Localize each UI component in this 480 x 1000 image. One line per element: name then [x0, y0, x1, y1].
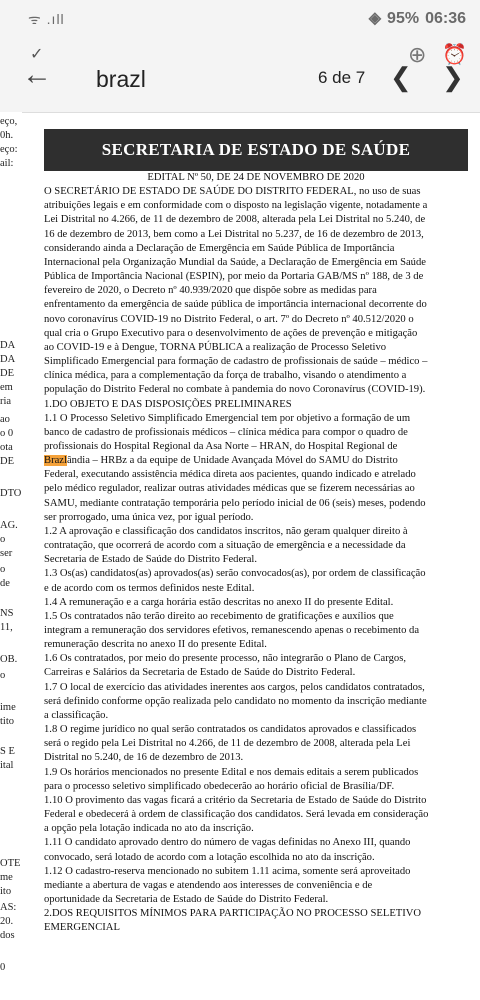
text-line: 1.2 A aprovação e classificação dos candidatos inscritos, não geram qualquer direito à	[44, 525, 408, 537]
fragment: 11,	[0, 622, 13, 633]
fragment: 20.	[0, 916, 14, 927]
battery-level: 95%	[387, 10, 420, 27]
fragment: dos	[0, 930, 15, 941]
text-line: EMERGENCIAL	[44, 922, 120, 934]
document-page	[30, 112, 472, 1000]
fragment: AG.	[0, 520, 18, 531]
item-1-7	[30, 681, 472, 723]
text-line: 1.1 O Processo Seletivo Simplificado Emergencial tem por objetivo a formação de um	[44, 412, 411, 424]
fragment: me	[0, 872, 13, 883]
text-line: ao COVID-19 e à Dengue, TORNA PÚBLICA a realização de Processo Seletivo	[44, 341, 387, 353]
text-line: Simplificado Emergencial para formação de cadastro de profissionais de saúde – médico –	[44, 356, 428, 368]
find-bar	[0, 38, 480, 113]
previous-page-edge	[0, 112, 22, 1000]
search-match-highlight[interactable]: Brazl	[44, 455, 67, 467]
fragment: 0	[0, 962, 6, 973]
text-line: integram a remuneração dos servidores efetivos, remanescendo apenas o recebimento da	[44, 625, 420, 636]
fragment: ital	[0, 760, 14, 771]
text-line: novo coronavírus COVID-19 no Distrito Federal, o art. 7º do Decreto nº 40.512/2020 o	[44, 313, 414, 325]
text-line: a opção pela lotação indicada no ato da inscrição.	[44, 823, 254, 835]
text-line: Internacional pela Organização Mundial da Saúde, a Declaração de Emergência em Saúde	[44, 256, 426, 268]
text-line: contratação, que ocorrerá de acordo com a situação de emergência e a necessidade da	[44, 540, 406, 552]
text-line: SAMU, mediante contratação temporária pelo período inicial de 06 (seis) meses, podendo	[44, 497, 426, 509]
text-line: 1.5 Os contratados não terão direito ao recebimento de gratificações e auxílios que	[44, 610, 394, 622]
text-line: 1.11 O candidato aprovado dentro do número de vagas definidas no Anexo III, quando	[44, 837, 411, 849]
signal-wifi-icon: ᯤ .ıll	[28, 11, 65, 27]
item-1-10	[30, 794, 472, 836]
clock: 06:36	[425, 10, 466, 27]
fragment: ria	[0, 396, 12, 407]
text-line: convocado, será lotado de acordo com a lotação escolhida no ato da inscrição.	[44, 851, 375, 863]
section-2-heading	[30, 907, 472, 935]
intro-paragraph	[30, 185, 472, 397]
text-fragment: ândia – HRBz a da equipe de Unidade Avançada Móvel do SAMU do Distrito	[66, 455, 398, 467]
fragment: DA	[0, 340, 16, 351]
item-1-1	[30, 412, 472, 525]
fragment: S E	[0, 746, 15, 757]
text-line: banco de cadastro de profissionais médicos – clínica médica para compor o quadro de	[44, 426, 408, 438]
item-1-11	[30, 836, 472, 864]
text-line: será o regido pela Lei Distrital no 4.266, de 11 de dezembro de 2008, alterada pela Lei	[44, 738, 411, 750]
fragment: eço:	[0, 144, 18, 155]
fragment: AS:	[0, 902, 17, 913]
text-line: Federal e obedecerá à ordem de classificação dos candidatos. Será levada em consideração	[44, 809, 429, 821]
text-line: 1.4 A remuneração e a carga horária estão descritas no anexo II do presente Edital.	[44, 596, 394, 608]
section-heading: 1.DO OBJETO E DAS DISPOSIÇÕES PRELIMINARES	[44, 398, 292, 410]
text-line: 1.12 O cadastro-reserva mencionado no subitem 1.11 acima, somente será aproveitado	[44, 865, 411, 877]
fragment: ser	[0, 548, 13, 559]
item-1-8	[30, 723, 472, 765]
fragment: ao	[0, 414, 10, 425]
text-line	[30, 454, 472, 468]
edital-title: EDITAL Nº 50, DE 24 DE NOVEMBRO DE 2020	[147, 172, 365, 183]
text-line: 1.7 O local de exercício das atividades inerentes aos cargos, pelos candidatos contratados,	[44, 681, 425, 693]
text-line: 1.10 O provimento das vagas ficará a critério da Secretaria de Estado de Saúde do Distrito	[44, 794, 427, 806]
item-1-3	[30, 567, 472, 595]
chevron-left-icon[interactable]: ❮	[390, 62, 412, 92]
text-line: oportunidade da Secretaria de Estado de Saúde do Distrito Federal.	[44, 893, 329, 905]
fragment: ota	[0, 442, 13, 453]
fragment: o	[0, 564, 6, 575]
fragment: OB.	[0, 654, 18, 665]
text-line: Secretaria de Estado de Saúde do Distrito Federal.	[44, 554, 257, 566]
text-line: será definido conforme opção realizada pelo candidato no momento da inscrição mediante	[44, 695, 427, 707]
item-1-9	[30, 766, 472, 794]
text-line: 1.9 Os horários mencionados no presente Edital e nos demais editais a serem publicados	[44, 766, 419, 778]
back-arrow-icon[interactable]: ←	[22, 58, 52, 91]
check-icon[interactable]: ✓	[30, 46, 44, 63]
fragment: ail:	[0, 158, 14, 169]
text-line: atribuições legais e em conformidade com o disposto na legislação vigente, notadamente a	[44, 200, 428, 212]
alarm-icon[interactable]: ⏰	[442, 44, 467, 66]
fragment: de	[0, 578, 10, 589]
fragment: 0h.	[0, 130, 14, 141]
text-line: profissionais do Hospital Regional da Asa Norte – HRAN, do Hospital Regional de	[44, 440, 398, 452]
fragment: em	[0, 382, 13, 393]
fragment: ito	[0, 886, 12, 897]
text-line: Distrital no 5.240, de 16 de dezembro de 2013.	[44, 752, 244, 764]
text-line: 1.8 O regime jurídico no qual serão contratados os candidatos aprovados e classificados	[44, 724, 417, 736]
item-1-2	[30, 525, 472, 567]
status-bar	[0, 0, 480, 38]
text-line: remuneração descrita no anexo II do presente Edital.	[44, 639, 267, 651]
fragment: DE	[0, 368, 14, 379]
text-line: 2.DOS REQUISITOS MÍNIMOS PARA PARTICIPAÇÃO NO PROCESSO SELETIVO	[44, 908, 422, 920]
text-line: O SECRETÁRIO DE ESTADO DE SAÚDE DO DISTRITO FEDERAL, no uso de suas	[44, 186, 421, 198]
fragment: o	[0, 534, 6, 545]
item-1-5	[30, 610, 472, 652]
fragment: OTE	[0, 858, 21, 869]
text-line: fevereiro de 2020, o Decreto nº 40.939/2020 que dispõe sobre as medidas para	[44, 285, 377, 297]
text-line: considerando ainda a Declaração de Emergência em Saúde Pública de Importância	[44, 242, 395, 254]
search-input[interactable]: brazl	[96, 66, 146, 92]
item-1-12	[30, 865, 472, 907]
fragment: eço,	[0, 116, 18, 127]
text-line: população do Distrito Federal no combate à pandemia do novo Coronavírus (COVID-19).	[44, 384, 426, 396]
fragment: DTO	[0, 488, 22, 499]
text-line: enfrentamento da emergência de saúde pública de importância internacional decorrente do	[44, 299, 427, 311]
text-line: 1.6 Os contratados, por meio do presente processo, não integrarão o Plano de Cargos,	[44, 653, 406, 665]
text-line: a classificação.	[44, 709, 109, 721]
chevron-right-icon[interactable]: ❯	[442, 62, 464, 92]
text-line: pelo médico regulador, realizar outras atividades médicas que se fizerem necessárias ao	[44, 483, 415, 495]
text-line: e de acordo com os termos definidos neste Edital.	[44, 582, 255, 594]
fragment: DA	[0, 354, 16, 365]
fragment: DE	[0, 456, 14, 467]
fragment: ime	[0, 702, 16, 713]
text-line: ser prorrogado, uma única vez, por igual período.	[44, 511, 254, 523]
fragment: o	[0, 670, 6, 681]
fragment: NS	[0, 608, 14, 619]
text-line: qual cria o Grupo Executivo para o desenvolvimento de ações de prevenção e mitigação	[44, 327, 418, 339]
text-line: 1.3 Os(as) candidatos(as) aprovados(as) serão convocados(as), por ordem de classificação	[44, 568, 426, 580]
text-line: clínica médica, para a complementação da força de trabalho, visando o atendimento a	[44, 370, 407, 382]
item-1-4	[30, 596, 472, 610]
text-line: 16 de dezembro de 2013, bem como a Lei Distrital no 5.237, de 16 de dezembro de 2013,	[44, 228, 424, 240]
text-line: Lei Distrital no 4.266, de 11 de dezembro de 2008, alterada pela Lei Distrital no 5.240, de	[44, 214, 426, 226]
text-line: para o processo seletivo simplificado obedecerão ao horário oficial de Brasília/DF.	[44, 780, 395, 792]
fragment: tito	[0, 716, 15, 727]
text-line: Carreiras e Salários da Secretaria de Estado de Saúde do Distrito Federal.	[44, 667, 356, 679]
match-count: 6 de 7	[318, 68, 366, 87]
text-line: mediante a abertura de vagas e atendendo aos interesses de conveniência e de	[44, 879, 373, 891]
item-1-6	[30, 652, 472, 680]
department-banner: SECRETARIA DE ESTADO DE SAÚDE	[44, 129, 468, 171]
text-line: Pública de Importância Nacional (ESPIN), por meio da Portaria GAB/MS nº 188, de 3 de	[44, 271, 424, 283]
battery-icon: ◈	[368, 10, 382, 27]
plus-circle-icon[interactable]: ⊕	[408, 42, 427, 67]
fragment: o 0	[0, 428, 14, 439]
status-right	[363, 8, 466, 28]
text-line: Federal, executando assistência médica direta aos pacientes, quando indicado e atrelado	[44, 469, 416, 481]
